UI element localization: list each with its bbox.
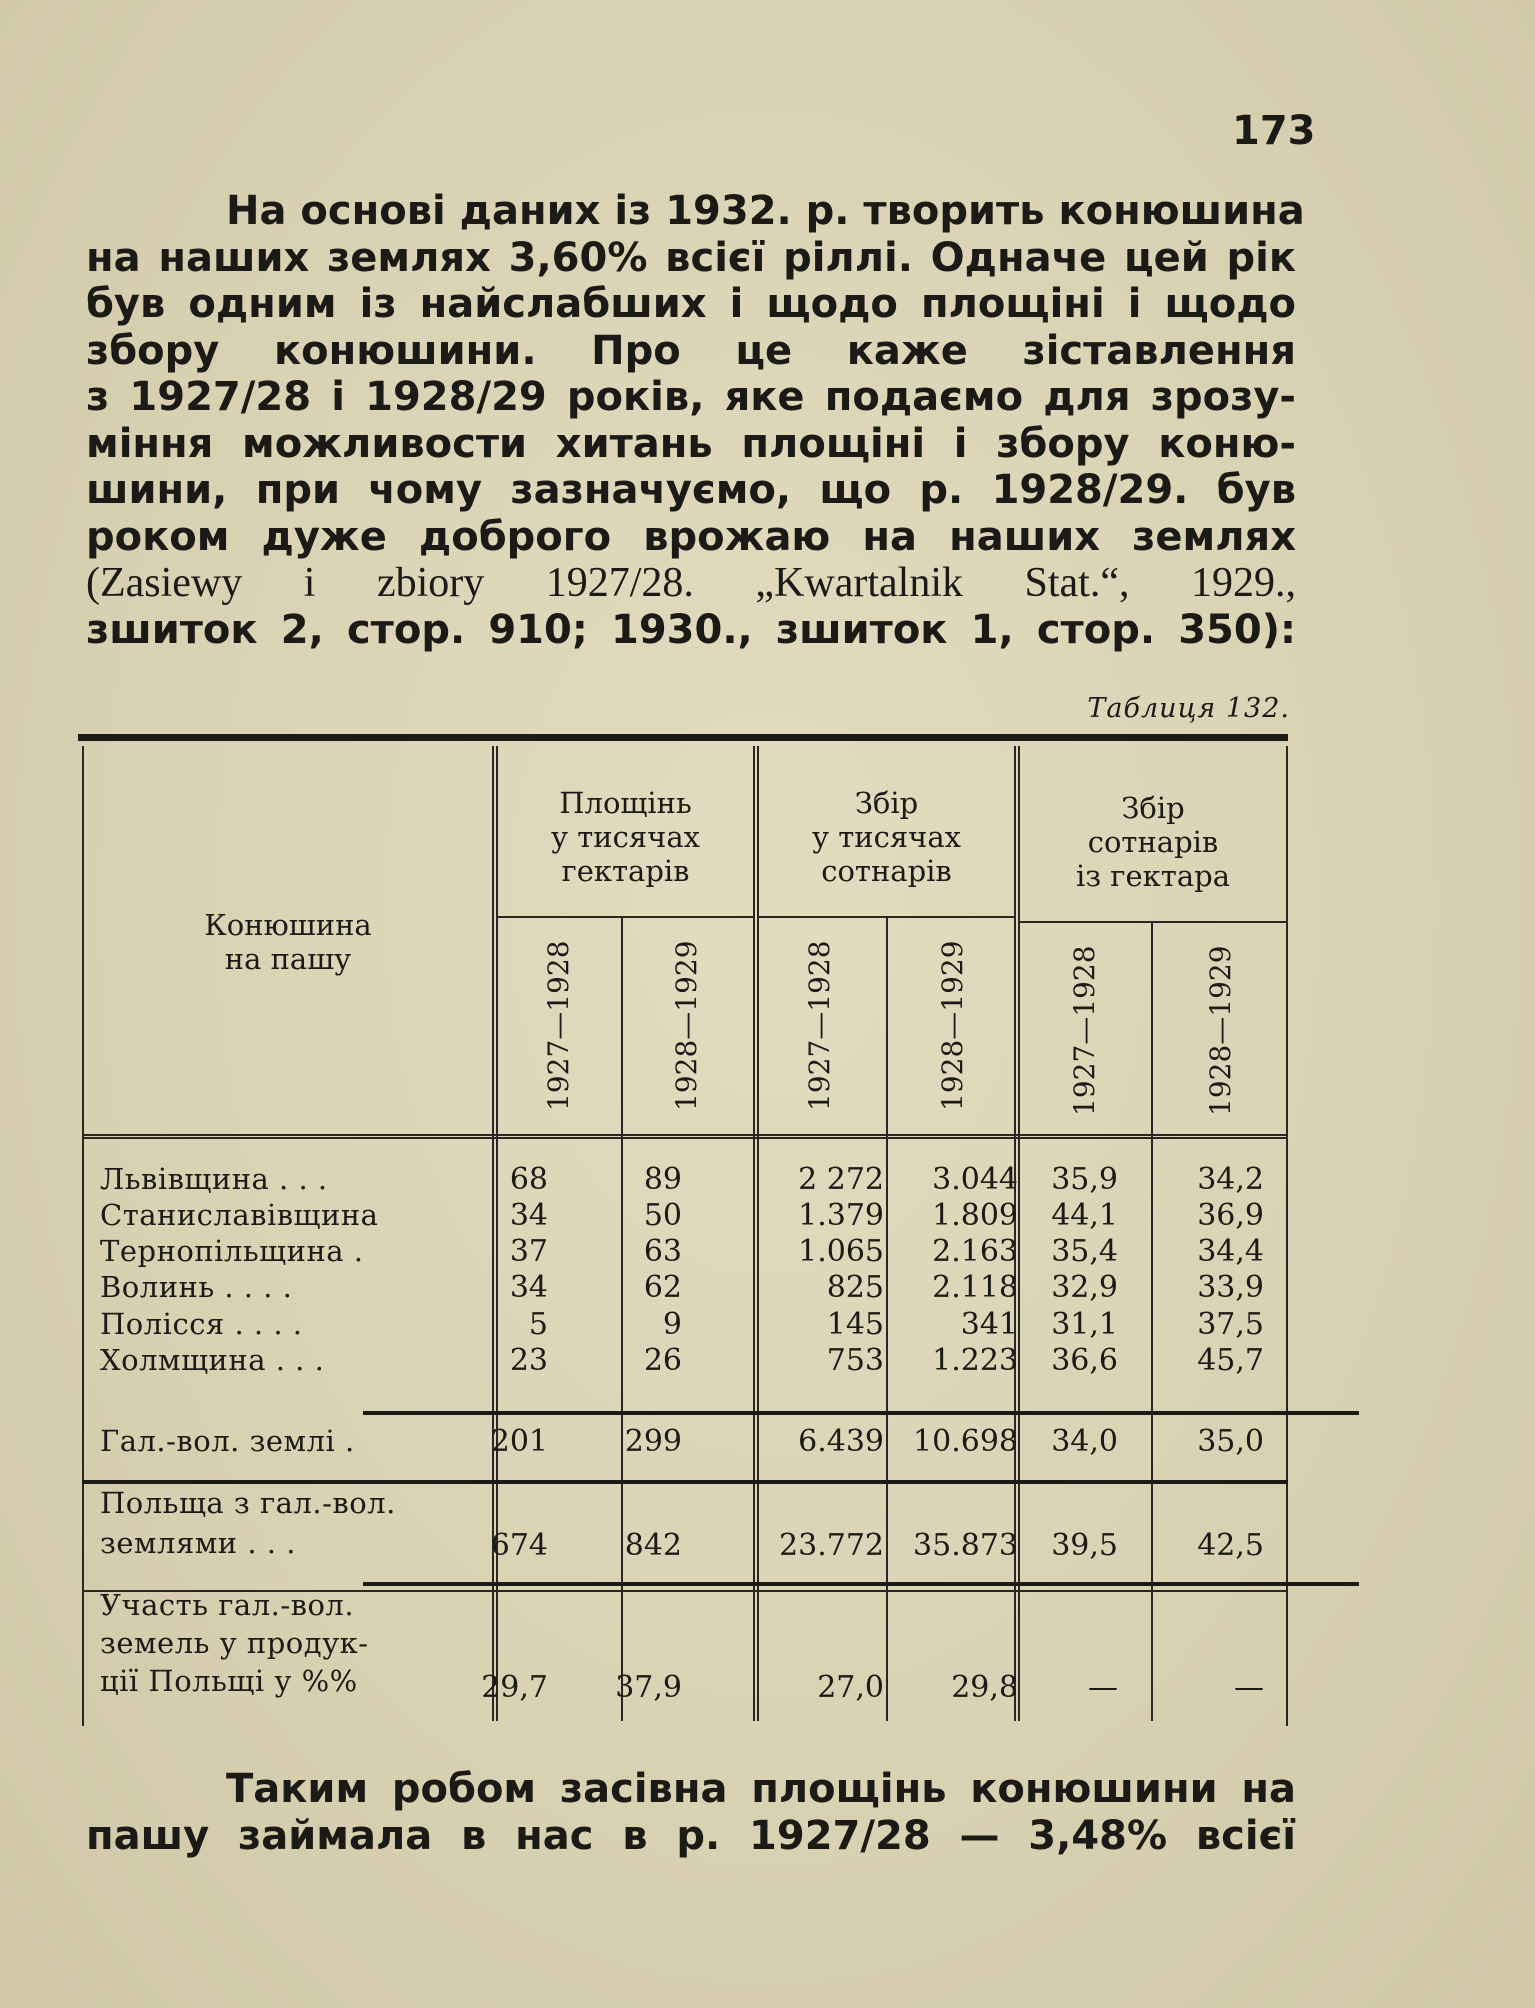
share-row-value: 29,7 [481, 1670, 548, 1705]
page-number: 173 [1232, 108, 1316, 154]
table-row-value: 341 [960, 1307, 1018, 1342]
table-row-value: 753 [826, 1343, 884, 1378]
total-row-label: землями . . . [100, 1526, 296, 1560]
table-row-value: 33,9 [1197, 1270, 1264, 1305]
table-row-label: Станиславівщина [100, 1198, 379, 1232]
table-row-value: 2 272 [798, 1162, 884, 1197]
table-row-label: Тернопільщина . [100, 1234, 364, 1268]
intro-line: на наших землях 3,60% всієї ріллі. Одначе цей рік [86, 234, 1296, 281]
subtotal-row-value: 6.439 [798, 1424, 884, 1459]
table-row-value: 32,9 [1051, 1270, 1118, 1305]
total-row-value: 39,5 [1051, 1528, 1118, 1563]
table-row-value: 45,7 [1197, 1343, 1264, 1378]
total-row-value: 842 [624, 1528, 682, 1563]
header-bottom-rule [82, 1134, 1288, 1139]
table-row-value: 35,9 [1051, 1162, 1118, 1197]
table-row-value: 2.163 [932, 1234, 1018, 1269]
table-row-value: 9 [662, 1307, 682, 1342]
subtotal-row-value: 35,0 [1197, 1424, 1264, 1459]
table-row-value: 44,1 [1051, 1198, 1118, 1233]
share-row-label: ції Польщі у %% [100, 1664, 358, 1698]
share-row-label: Участь гал.-вол. [100, 1588, 355, 1622]
table-row-value: 1.223 [932, 1343, 1018, 1378]
intro-line: збору конюшини. Про це каже зіставлення [86, 327, 1296, 374]
intro-line: з 1927/28 і 1928/29 років, яке подаємо для зрозу- [86, 374, 1296, 420]
share-row-value: — [1234, 1670, 1264, 1705]
subtotal-row-value: 299 [624, 1424, 682, 1459]
group-underline [757, 916, 1016, 918]
table-row-label: Холмщина . . . [100, 1343, 325, 1377]
share-row-value: — [1088, 1670, 1118, 1705]
total-row-value: 23.772 [779, 1528, 884, 1563]
table-row-value: 62 [643, 1270, 682, 1305]
table-row-value: 34 [509, 1270, 548, 1305]
table-row-value: 37,5 [1197, 1307, 1264, 1342]
column-divider [886, 916, 888, 1721]
share-row-value: 37,9 [615, 1670, 682, 1705]
group-header-harvest: Збір у тисячах сотнарів [811, 786, 961, 888]
table-row-label: Полісся . . . . [100, 1307, 303, 1341]
year-header: 1927—1928 [803, 940, 836, 1111]
column-divider [1151, 921, 1153, 1721]
column-divider [492, 746, 498, 1721]
table-row-value: 1.065 [798, 1234, 884, 1269]
subtotal-row-value: 201 [490, 1424, 548, 1459]
intro-line: роком дуже доброго врожаю на наших землях [86, 513, 1296, 560]
table-row-value: 1.379 [798, 1198, 884, 1233]
table-row-value: 68 [509, 1162, 548, 1197]
table-row-value: 50 [643, 1198, 682, 1233]
row-header: Конюшина на пашу [204, 908, 372, 976]
subtotal-rule [363, 1411, 1359, 1415]
group-underline [1018, 921, 1288, 923]
closing-line: Таким робом засівна площінь конюшини на [226, 1766, 1296, 1812]
year-header: 1928—1929 [1204, 945, 1237, 1116]
total-row-value: 35.873 [913, 1528, 1018, 1563]
table-row-value: 34 [509, 1198, 548, 1233]
intro-line-citation: (Zasiewy i zbiory 1927/28. „Kwartalnik Stat.“, 1929., [86, 560, 1296, 606]
table-border-left [82, 746, 84, 1726]
table-top-rule [78, 734, 1288, 741]
year-header: 1927—1928 [1068, 945, 1101, 1116]
total-row-label: Польща з гал.-вол. [100, 1486, 396, 1520]
intro-paragraph [86, 188, 1305, 653]
closing-line: пашу займала в нас в р. 1927/28 — 3,48% всієї [86, 1812, 1296, 1859]
year-header: 1928—1929 [936, 940, 969, 1111]
total-row-value: 42,5 [1197, 1528, 1264, 1563]
intro-line: зшиток 2, стор. 910; 1930., зшиток 1, стор. 350): [86, 606, 1296, 653]
table-row-value: 35,4 [1051, 1234, 1118, 1269]
closing-paragraph [86, 1766, 1296, 1859]
table-row-label: Волинь . . . . [100, 1270, 293, 1304]
year-header: 1928—1929 [670, 940, 703, 1111]
share-row-value: 29,8 [951, 1670, 1018, 1705]
table-row-value: 5 [528, 1307, 548, 1342]
share-row-value: 27,0 [817, 1670, 884, 1705]
table-row-label: Львівщина . . . [100, 1162, 328, 1196]
subtotal-row-value: 10.698 [913, 1424, 1018, 1459]
share-row-label: земель у продук- [100, 1626, 369, 1660]
table-row-value: 26 [643, 1343, 682, 1378]
table-row-value: 1.809 [932, 1198, 1018, 1233]
intro-line: міння можливости хитань площіні і збору коню- [86, 420, 1296, 467]
intro-line: На основі даних із 1932. р. творить конюшина [226, 188, 1305, 234]
column-divider [621, 916, 623, 1721]
group-header-area: Площінь у тисячах гектарів [550, 786, 700, 888]
intro-line: був одним із найслабших і щодо площіні і щодо [86, 281, 1296, 327]
table-row-value: 3.044 [932, 1162, 1018, 1197]
group-header-yield: Збір сотнарів із гектара [1076, 791, 1230, 893]
table-row-value: 34,4 [1197, 1234, 1264, 1269]
group-underline [496, 916, 755, 918]
table-border-right [1286, 746, 1288, 1726]
table-row-value: 37 [509, 1234, 548, 1269]
table-row-value: 63 [643, 1234, 682, 1269]
table-caption: Таблиця 132. [1087, 693, 1290, 724]
total-rule [363, 1582, 1359, 1586]
table-row-value: 89 [643, 1162, 682, 1197]
year-header: 1927—1928 [542, 940, 575, 1111]
subtotal-row-label: Гал.-вол. землі . [100, 1424, 355, 1458]
total-rule [82, 1480, 1288, 1484]
intro-line: шини, при чому зазначуємо, що р. 1928/29. був [86, 467, 1296, 513]
table-row-value: 145 [826, 1307, 884, 1342]
table-row-value: 36,6 [1051, 1343, 1118, 1378]
subtotal-row-value: 34,0 [1051, 1424, 1118, 1459]
table-row-value: 31,1 [1051, 1307, 1118, 1342]
table-row-value: 2.118 [932, 1270, 1018, 1305]
table-row-value: 34,2 [1197, 1162, 1264, 1197]
total-row-value: 674 [490, 1528, 548, 1563]
statistics-table [78, 746, 1294, 1731]
table-row-value: 36,9 [1197, 1198, 1264, 1233]
table-row-value: 23 [509, 1343, 548, 1378]
table-row-value: 825 [826, 1270, 884, 1305]
column-divider [753, 746, 759, 1721]
